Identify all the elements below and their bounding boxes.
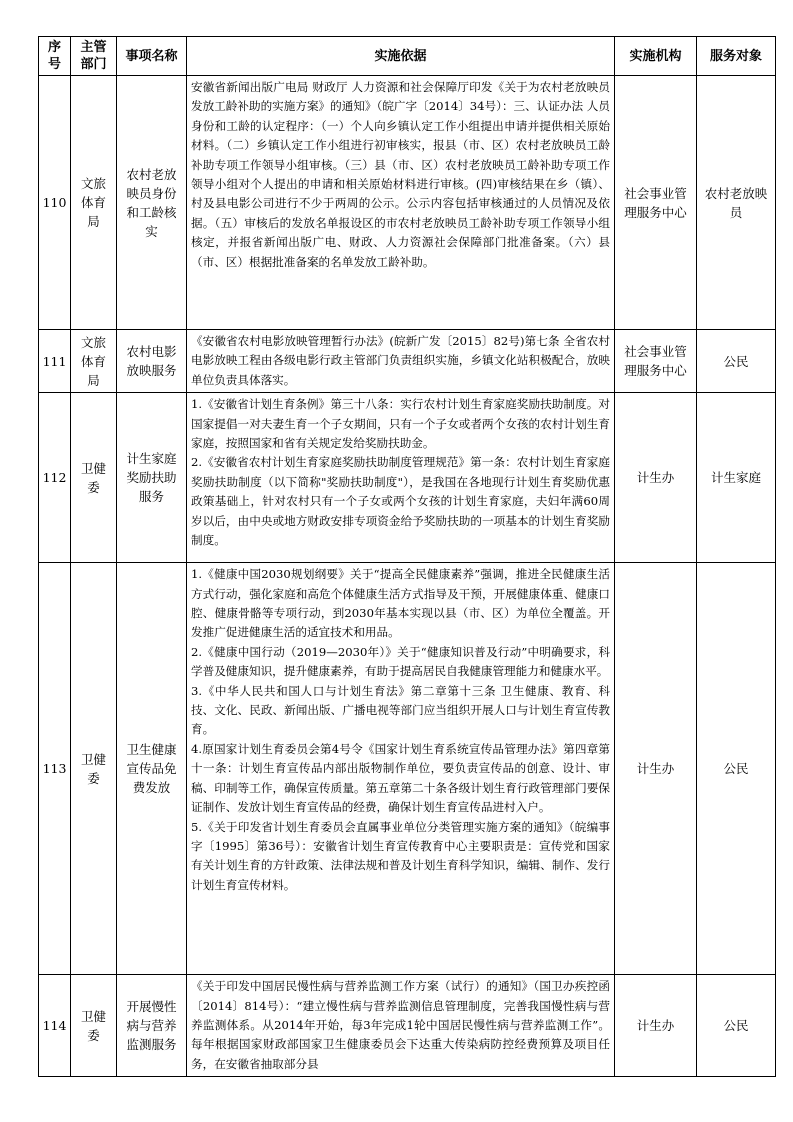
row-basis (187, 393, 615, 563)
row-no: 111 (39, 330, 71, 393)
basis-paragraph: 2.《安徽省农村计划生育家庭奖励扶助制度管理规范》第一条：农村计划生育家庭奖励扶助制度（以下简称"奖励扶助制度"），是我国在各地现行计划生育奖励优惠政策基础上，针对农村只有一个子女或两个女孩的计划生育家庭，夫妇年满60周岁以后，由中央或地方财政安排专项资金给予奖励扶助的一项基本的计划生育奖励制度。 (191, 455, 610, 548)
row-target: 计生家庭 (697, 393, 776, 563)
header-org: 实施机构 (615, 37, 697, 76)
table-row (39, 563, 776, 975)
row-no: 114 (39, 975, 71, 1077)
basis-paragraph: 1.《健康中国2030规划纲要》关于“提高全民健康素养”强调，推进全民健康生活方式行动，强化家庭和高危个体健康生活方式指导及干预，开展健康体重、健康口腔、健康骨骼等专项行动，到2030年基本实现以县（市、区）为单位全覆盖。开发推广促进健康生活的适宜技术和用品。 (191, 567, 610, 640)
row-basis (187, 330, 615, 393)
row-dept: 卫健委 (71, 393, 117, 563)
row-item: 卫生健康宣传品免费发放 (117, 563, 187, 975)
table-row (39, 76, 776, 330)
header-item: 事项名称 (117, 37, 187, 76)
row-dept: 卫健委 (71, 975, 117, 1077)
row-org: 计生办 (615, 975, 697, 1077)
header-basis: 实施依据 (187, 37, 615, 76)
table-row (39, 393, 776, 563)
row-org: 计生办 (615, 393, 697, 563)
row-org: 社会事业管理服务中心 (615, 76, 697, 330)
row-basis (187, 563, 615, 975)
services-table (38, 36, 776, 1077)
row-basis (187, 76, 615, 330)
row-item: 开展慢性病与营养监测服务 (117, 975, 187, 1077)
row-dept: 文旅体育局 (71, 330, 117, 393)
row-no: 112 (39, 393, 71, 563)
row-dept: 文旅体育局 (71, 76, 117, 330)
row-item: 计生家庭奖励扶助服务 (117, 393, 187, 563)
basis-paragraph: 3.《中华人民共和国人口与计划生育法》第二章第十三条 卫生健康、教育、科技、文化、民政、新闻出版、广播电视等部门应当组织开展人口与计划生育宣传教育。 (191, 683, 610, 737)
row-target: 公民 (697, 330, 776, 393)
header-dept: 主管部门 (71, 37, 117, 76)
row-basis (187, 975, 615, 1077)
row-no: 110 (39, 76, 71, 330)
basis-paragraph: 5.《关于印发省计划生育委员会直属事业单位分类管理实施方案的通知》（皖编事字〔1995〕第36号）：安徽省计划生育宣传教育中心主要职责是：宣传党和国家有关计划生育的方针政策、法律法规和普及计划生育科学知识，编辑、制作、发行计划生育宣传材料。 (191, 819, 610, 892)
header-row (39, 37, 776, 76)
basis-paragraph: 2.《健康中国行动（2019—2030年）》关于“健康知识普及行动”中明确要求，科学普及健康知识，提升健康素养，有助于提高居民自我健康管理能力和健康水平。 (191, 644, 610, 679)
row-target: 公民 (697, 563, 776, 975)
row-target: 公民 (697, 975, 776, 1077)
row-org: 社会事业管理服务中心 (615, 330, 697, 393)
basis-paragraph: 安徽省新闻出版广电局 财政厅 人力资源和社会保障厅印发《关于为农村老放映员发放工龄补助的实施方案》的通知》（皖广字〔2014〕34号）：三、认证办法 人员身份和工龄的认定程序：（一）个人向乡镇认定工作小组提出申请并提供相关原始材料。（二）乡镇认定工作小组进行初审核实，报县（市、区）农村老放映员工龄补助专项工作领导小组审核。（三）县（市、区）农村老放映员工龄补助专项工作领导小组对个人提出的申请和相关原始材料进行审核。(四)审核结果在乡（镇）、村及县电影公司进行不少于两周的公示。公示内容包括审核通过的人员情况及依据。（五）审核后的发放名单报设区的市农村老放映员工龄补助专项工作领导小组核定，并报省新闻出版广电、财政、人力资源社会保障部门批准备案。（六）县（市、区）根据批准备案的名单发放工龄补助。 (191, 80, 610, 269)
row-item: 农村电影放映服务 (117, 330, 187, 393)
row-org: 计生办 (615, 563, 697, 975)
basis-paragraph: 《关于印发中国居民慢性病与营养监测工作方案（试行）的通知》（国卫办疾控函〔2014〕814号）：“建立慢性病与营养监测信息管理制度，完善我国慢性病与营养监测体系。从2014年开始，每3年完成1轮中国居民慢性病与营养监测工作”。每年根据国家财政部国家卫生健康委员会下达重大传染病防控经费预算及项目任务，在安徽省抽取部分县 (191, 979, 610, 1071)
basis-paragraph: 1.《安徽省计划生育条例》第三十八条：实行农村计划生育家庭奖励扶助制度。对国家提倡一对夫妻生育一个子女期间，只有一个子女或者两个女孩的农村计划生育家庭，按照国家和省有关规定发给奖励扶助金。 (191, 397, 610, 451)
header-target: 服务对象 (697, 37, 776, 76)
basis-paragraph: 4.原国家计划生育委员会第4号令《国家计划生育系统宣传品管理办法》第四章第十一条：计划生育宣传品内部出版物制作单位，要负责宣传品的创意、设计、审稿、印制等工作，确保宣传质量。第五章第二十条各级计划生育行政管理部门要保证制作、发放计划生育宣传品的经费，确保计划生育宣传品进村入户。 (191, 741, 610, 815)
header-no: 序号 (39, 37, 71, 76)
basis-paragraph: 《安徽省农村电影放映管理暂行办法》(皖新广发〔2015〕82号)第七条 全省农村电影放映工程由各级电影行政主管部门负责组织实施，乡镇文化站积极配合，放映单位负责具体落实。 (191, 334, 610, 387)
row-item: 农村老放映员身份和工龄核实 (117, 76, 187, 330)
row-no: 113 (39, 563, 71, 975)
row-target: 农村老放映员 (697, 76, 776, 330)
table-row (39, 975, 776, 1077)
table-row (39, 330, 776, 393)
row-dept: 卫健委 (71, 563, 117, 975)
